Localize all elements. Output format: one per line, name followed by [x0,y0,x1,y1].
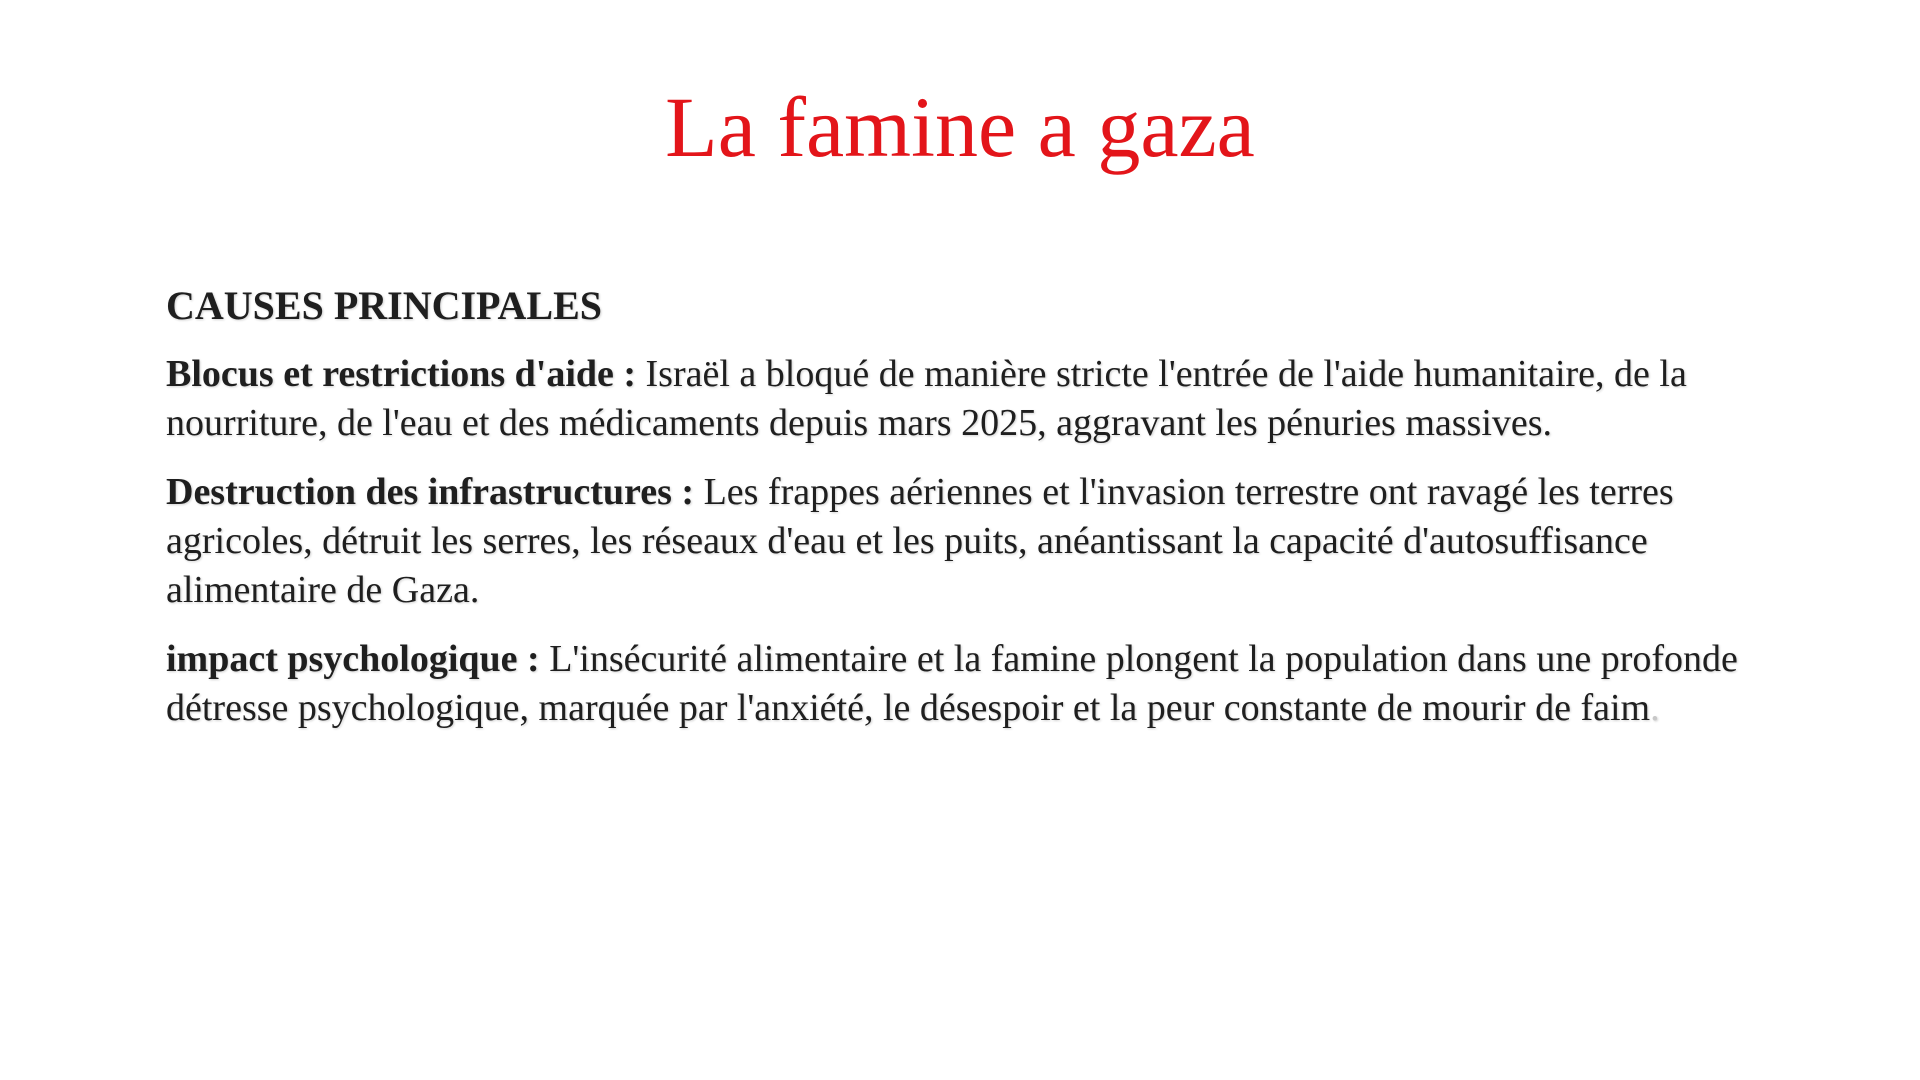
paragraph-blocus [166,350,1776,448]
slide-content [166,282,1776,753]
section-heading: CAUSES PRINCIPALES [166,283,603,328]
paragraph-text: Israël a bloqué de manière stricte l'entrée de l'aide humanitaire, de la nourriture, de l'eau et des médicaments depuis mars 2025, aggravant les pénuries massives. [166,353,1687,444]
paragraph-impact [166,635,1776,733]
paragraph-label: Destruction des infrastructures : [166,471,695,513]
paragraph-text: Les frappes aériennes et l'invasion terrestre ont ravagé les terres agricoles, détruit les serres, les réseaux d'eau et les puits, anéantissant la capacité d'autosuffisance alimentaire de Gaza. [166,471,1674,611]
paragraph-text: L'insécurité alimentaire et la famine plongent la population dans une profonde détresse psychologique, marquée par l'anxiété, le désespoir et la peur constante de mourir de faim [166,638,1738,729]
slide-title: La famine a gaza [665,79,1255,175]
paragraph-label: impact psychologique : [166,638,540,680]
trailing-period: . [1650,687,1660,729]
paragraph-destruction [166,468,1776,615]
paragraph-label: Blocus et restrictions d'aide : [166,353,637,395]
